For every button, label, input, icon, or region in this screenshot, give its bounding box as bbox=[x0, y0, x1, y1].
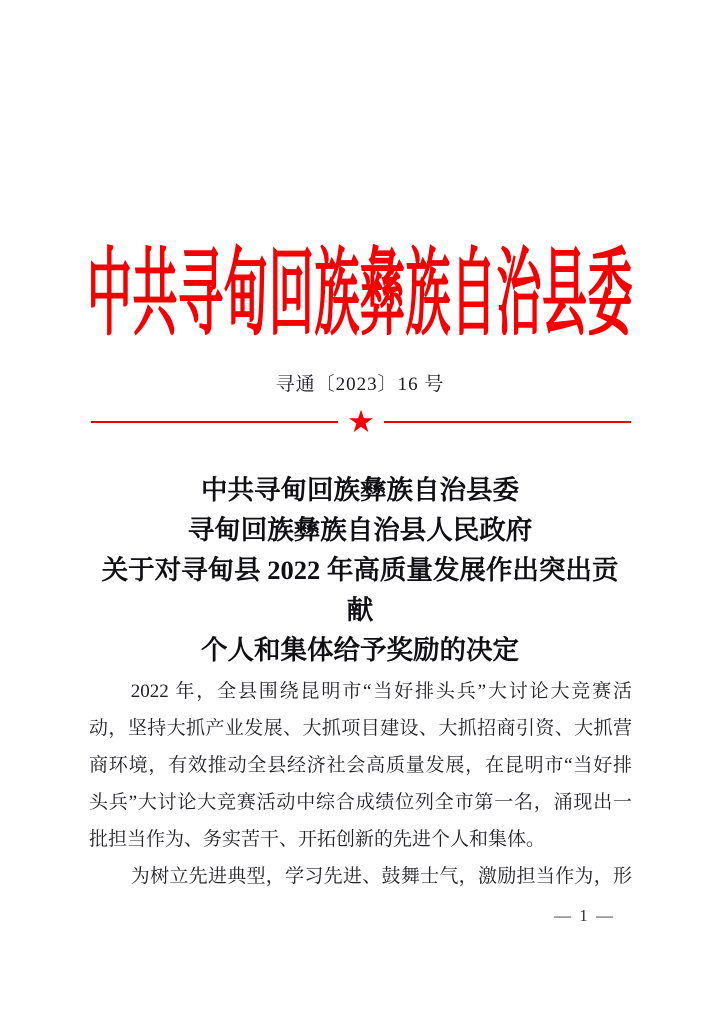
red-divider bbox=[91, 405, 631, 439]
letterhead bbox=[0, 240, 720, 347]
star-icon: ★ bbox=[347, 403, 375, 440]
document-title-line: 中共寻甸回族彝族自治县委 bbox=[201, 475, 519, 505]
document-title bbox=[90, 470, 630, 670]
page-number: — 1 — bbox=[554, 906, 615, 925]
body-text-line: 2022 年，全县围绕昆明市“当好排头兵”大讨论大竞赛活 bbox=[130, 681, 632, 702]
body-text-line: 为树立先进典型，学习先进、鼓舞士气，激励担当作为，形 bbox=[130, 866, 632, 887]
document-title-line: 个人和集体给予奖励的决定 bbox=[201, 635, 519, 665]
body-text-line: 商环境，有效推动全县经济社会高质量发展，在昆明市“当好排 bbox=[89, 755, 632, 776]
document-title-line: 寻甸回族彝族自治县人民政府 bbox=[187, 515, 533, 545]
doc-number: 寻通〔2023〕16 号 bbox=[275, 374, 445, 395]
body-text-line: 动，坚持大抓产业发展、大抓项目建设、大抓招商引资、大抓营 bbox=[89, 718, 632, 739]
body-text-line: 头兵”大讨论大竞赛活动中综合成绩位列全市第一名，涌现出一 bbox=[89, 792, 632, 813]
divider-rule-left bbox=[91, 421, 338, 424]
divider-rule-right bbox=[384, 421, 631, 424]
letterhead-title: 中共寻甸回族彝族自治县委 bbox=[86, 240, 633, 347]
document-body bbox=[89, 673, 632, 895]
document-title-line: 关于对寻甸县 2022 年高质量发展作出突出贡献 bbox=[101, 555, 619, 625]
body-text-line: 批担当作为、务实苦干、开拓创新的先进个人和集体。 bbox=[89, 829, 546, 850]
